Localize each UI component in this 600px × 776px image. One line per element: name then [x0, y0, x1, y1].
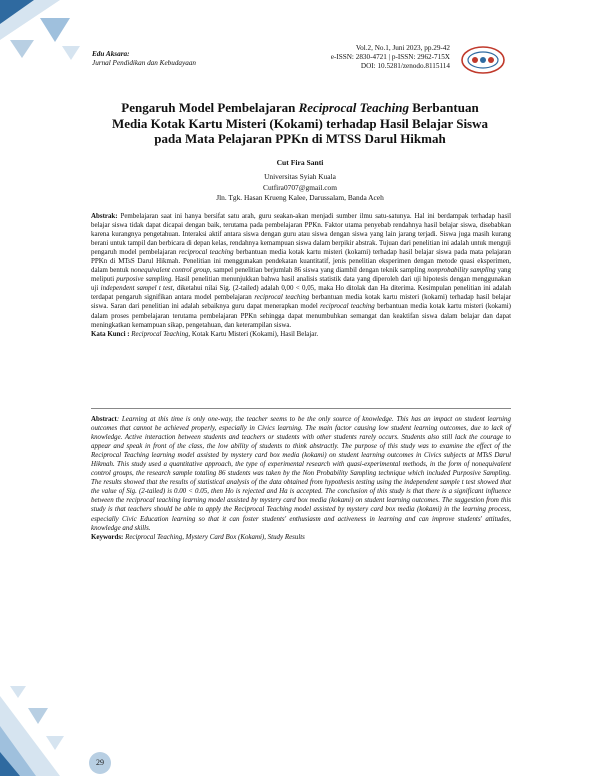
- keywords-text: Reciprocal Teaching, Mystery Card Box (Kokami), Study Results: [123, 532, 305, 541]
- kata-kunci-text: , Kotak Kartu Misteri (Kokami), Hasil Belajar.: [188, 329, 319, 338]
- abstrak-text: , sampel penelitian berjumlah 86 siswa yang diambil dengan teknik sampling: [209, 266, 428, 275]
- abstrak-text: yang meliputi: [91, 266, 511, 284]
- abstrak-label: Abstrak:: [91, 212, 118, 220]
- journal-meta: [331, 44, 450, 72]
- abstract-text: : Learning at this time is only one-way, the teacher seems to be the only source of knowledge. This has an impact on student learning outcomes that cannot be achieved properly, especially in Civics learning. The main factor causing low student learning outcomes, due to lack of knowledge. Active interaction between students and teachers or students with other students rarely occurs. Students also still lack the courage to appear and speak in front of the class, the low ability of students to think abstractly. The purpose of this study was to examine the effect of the Reciprocal Teaching learning model assisted by mystery card box media (kokami) on student learning outcomes in Civics subjects at MTsS Darul Hikmah. This study used a quantitative approach, the type of experimental research with quasi-experimental methods, in the form of nonequivalent control groups, the research sample totaling 86 students was taken by the Non Probability Sampling technique which included Purposive Sampling. The results showed that the results of statistical analysis of the data obtained from hypothesis testing using the independent sample t test showed that the value of Sig. (2-tailed) is 0.00 < 0.05, then Ho is rejected and Ha is accepted. The conclusion of this study is that there is a significant influence between the reciprocal teaching learning model assisted by mystery card box media (kokami) on student learning outcomes. The suggestion from this study is that teachers should be able to apply the Reciprocal Teaching model assisted by mystery card box media (kokami) in the learning process, especially Civic Education learning so that it can foster students' enthusiasm and activeness in learning and can improve students' attitudes, knowledge and skills.: [91, 415, 511, 532]
- abstrak-text: Pembelajaran saat ini hanya bersifat satu arah, guru seakan-akan menjadi sumber ilmu satu-satunya. Hal ini berdampak terhadap hasil belajar siswa tidak dapat dicapai dengan baik, terutama pada pembelajaran PPKn. Faktor utama penyebab rendahnya hasil belajar siswa, disebabkan karena kurangnya pengetahuan. Interaksi aktif antara siswa dengan guru atau siswa dengan siswa yang lain jarang terjadi. Siswa juga masih kurang berani untuk tampil dan berbicara di depan kelas, rendahnya kemampuan siswa dalam berpikir abstrak. Tujuan dari penelitian ini adalah untuk menguji pengaruh model pembelajaran: [91, 212, 511, 257]
- abstrak-italic: purposive sampling: [116, 275, 172, 284]
- volume-info: Vol.2, No.1, Juni 2023, pp.29-42: [355, 44, 450, 52]
- abstract-label: Abstract: [91, 415, 117, 423]
- abstrak-italic: independent sampel t test: [100, 284, 173, 293]
- abstrak-text: . Hasil penelitian menunjukkan bahwa hasil analisis statistik data yang diperoleh dari uji hipotesis dengan menggunakan uji: [91, 275, 511, 293]
- abstrak-italic: reciprocal teaching: [254, 293, 310, 302]
- corner-decoration-bottom: [0, 686, 90, 776]
- issn-info: e-ISSN: 2830-4721 | p-ISSN: 2962-715X: [330, 53, 450, 62]
- keywords: [91, 533, 511, 542]
- kata-kunci-label: Kata Kunci :: [91, 329, 130, 338]
- author-email[interactable]: Cutfira0707@gmail.com: [263, 182, 337, 192]
- doi-info: DOI: 10.5281/zenodo.8115114: [360, 62, 450, 71]
- journal-name: Edu Aksara:: [92, 50, 130, 58]
- abstrak-italic: nonequivalent control group: [130, 266, 210, 275]
- title-part2: Berbantuan Media Kotak Kartu Misteri (Kokami) terhadap Hasil Belajar Siswa pada Mata Pelajaran PPKn di MTSS Darul Hikmah: [111, 100, 489, 146]
- author-name: Cut Fira Santi: [276, 158, 324, 167]
- section-divider: [91, 408, 511, 409]
- title-part1: Pengaruh Model Pembelajaran: [121, 100, 299, 115]
- author-affiliation: [0, 172, 600, 204]
- journal-header: [0, 38, 600, 82]
- abstrak-italic: nonprobability sampling: [427, 266, 496, 275]
- journal-logo-icon: [460, 44, 506, 76]
- author-university: Universitas Syiah Kuala: [264, 172, 336, 181]
- journal-subtitle: Jurnal Pendidikan dan Kebudayaan: [92, 59, 197, 67]
- abstrak-text: berbantuan media kotak kartu misteri (kokami) terhadap hasil belajar siswa pada mata pelajaran PPKn di MTsS Darul Hikmah. Penelitian ini menggunakan pendekatan kuantitatif, jenis penelitian eksperimen dengan metode quasi eksperimen, dalam bentuk: [91, 248, 511, 275]
- kata-kunci: [91, 330, 511, 339]
- title-italic: Reciprocal Teaching: [298, 100, 409, 115]
- keywords-label: Keywords:: [91, 532, 124, 541]
- author-address: Jln. Tgk. Hasan Krueng Kalee, Darussalam, Banda Aceh: [216, 193, 384, 202]
- journal-identity: [92, 50, 196, 68]
- abstrak-text: , diketahui nilai Sig. (2-tailed) adalah 0,00 < 0,05, maka Ho ditolak dan Ha diterima. Kesimpulan penelitian ini adalah terdapat pengaruh signifikan antara model pembelajaran: [91, 284, 512, 302]
- abstrak-italic: reciprocal teaching: [320, 302, 375, 311]
- abstract-english: [91, 415, 511, 542]
- abstrak-italic: reciprocal teaching: [178, 248, 234, 257]
- page-number: 29: [89, 752, 111, 774]
- abstrak-text: berbantuan media kotak kartu misteri (kokami) dalam proses pembelajaran terutama pembelajaran PPKn sehingga dapat menumbuhkan semangat dan keaktifan siswa dalam belajar dan dapat meningkatkan kemampuan sikap, pengetahuan, dan keterampilan siswa.: [91, 302, 511, 329]
- abstrak-text: berbantuan media kotak kartu misteri (kokami) terhadap hasil belajar siswa. Saran dari penelitian ini adalah sebaiknya guru dapat menerapkan model: [91, 293, 511, 311]
- kata-kunci-italic: Reciprocal Teaching: [129, 329, 189, 338]
- paper-title: [110, 100, 490, 147]
- abstrak-indonesian: [91, 212, 511, 339]
